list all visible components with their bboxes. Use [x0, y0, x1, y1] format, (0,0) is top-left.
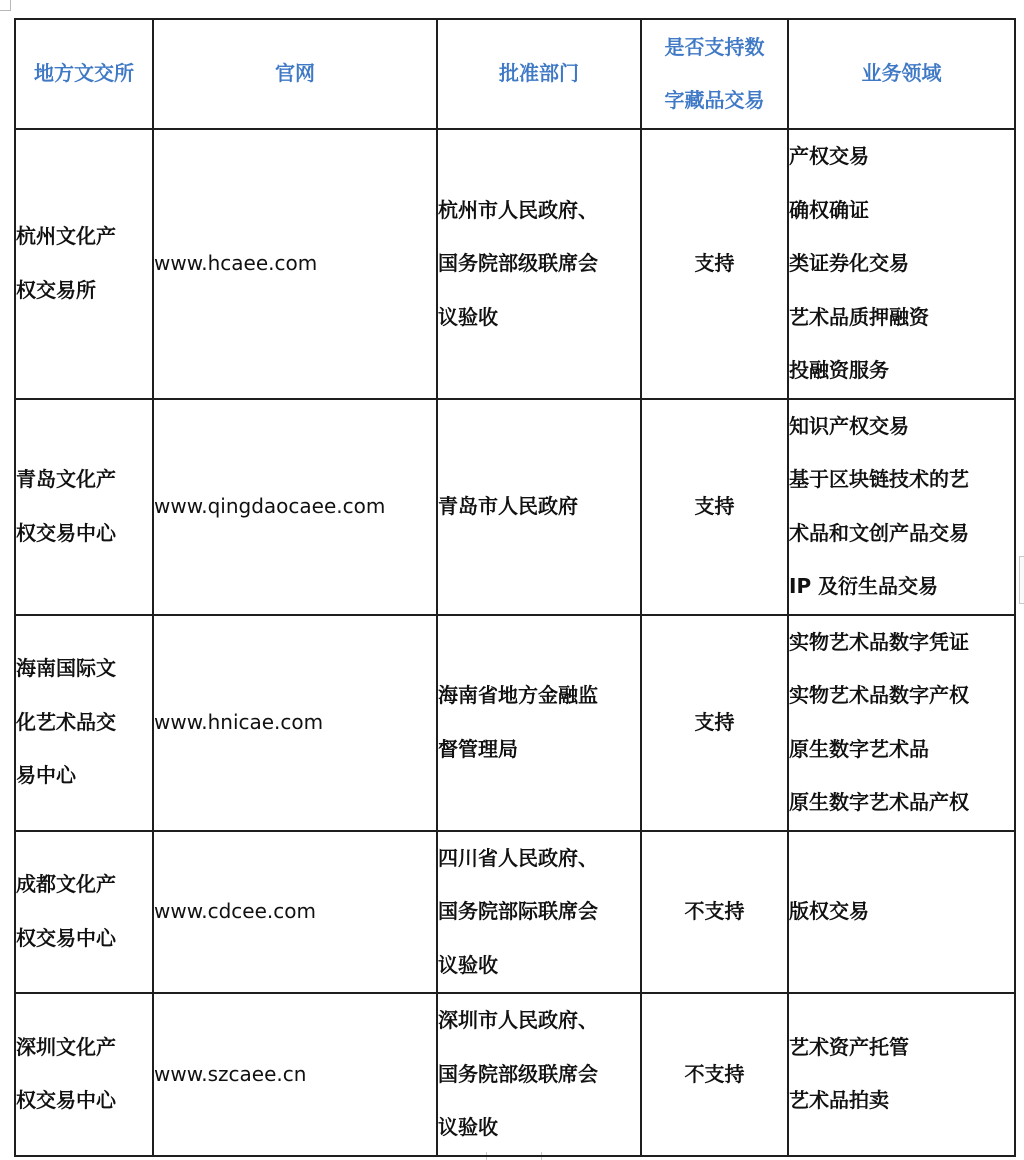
exchange-comparison-table — [14, 18, 1016, 1157]
exchange-name-line: 权交易中心 — [16, 925, 116, 950]
header-support — [641, 19, 788, 129]
header-support-line: 字藏品交易 — [664, 88, 765, 112]
header-website: 官网 — [153, 19, 437, 129]
department-line: 督管理局 — [438, 736, 518, 761]
field-item: 版权交易 — [789, 899, 869, 923]
header-support-line: 是否支持数 — [664, 34, 765, 59]
support-cell: 不支持 — [641, 993, 788, 1156]
field-item: 术品和文创产品交易 — [789, 520, 969, 545]
support-cell: 支持 — [641, 615, 788, 831]
field-item: 产权交易 — [789, 144, 869, 168]
field-item: 艺术品质押融资 — [789, 304, 929, 329]
support-cell: 不支持 — [641, 831, 788, 994]
exchange-name-line: 海南国际文 — [16, 656, 116, 681]
exchange-name-cell — [15, 615, 153, 831]
field-item: 实物艺术品数字凭证 — [789, 629, 969, 654]
exchange-name-line: 杭州文化产 — [16, 224, 116, 249]
table-row — [15, 831, 1015, 994]
field-item: 实物艺术品数字产权 — [789, 683, 969, 707]
department-line: 四川省人民政府、 — [438, 845, 598, 870]
department-line: 议验收 — [438, 952, 498, 977]
exchange-name-cell — [15, 399, 153, 615]
field-item: 基于区块链技术的艺 — [789, 467, 969, 491]
fields-cell — [788, 993, 1015, 1156]
fields-cell — [788, 129, 1015, 399]
department-cell — [437, 615, 641, 831]
exchange-name-line: 成都文化产 — [16, 872, 116, 897]
header-name: 地方文交所 — [15, 19, 153, 129]
support-cell: 支持 — [641, 399, 788, 615]
field-item: 投融资服务 — [789, 358, 889, 382]
fields-cell — [788, 399, 1015, 615]
website-cell: www.szcaee.cn — [153, 993, 437, 1156]
exchange-name-line: 化艺术品交 — [16, 709, 116, 734]
exchange-name-cell — [15, 129, 153, 399]
exchange-name-line: 权交易中心 — [16, 1088, 116, 1113]
side-edge-tab — [1019, 556, 1024, 604]
department-line: 国务院部际联席会 — [438, 899, 598, 923]
fields-cell — [788, 615, 1015, 831]
department-line: 国务院部级联席会 — [438, 251, 598, 275]
field-item: IP 及衍生品交易 — [789, 574, 939, 598]
exchange-name-line: 深圳文化产 — [16, 1034, 116, 1059]
department-line: 议验收 — [438, 1115, 498, 1139]
department-cell — [437, 399, 641, 615]
department-line: 深圳市人民政府、 — [438, 1008, 598, 1032]
exchange-name-line: 权交易中心 — [16, 520, 116, 545]
exchange-name-cell — [15, 993, 153, 1156]
department-cell — [437, 129, 641, 399]
department-line: 青岛市人民政府 — [438, 493, 578, 518]
table-row — [15, 615, 1015, 831]
field-item: 艺术品拍卖 — [789, 1088, 889, 1113]
department-line: 杭州市人民政府、 — [438, 197, 598, 222]
field-item: 确权确证 — [789, 197, 869, 222]
exchange-name-line: 青岛文化产 — [16, 467, 116, 491]
field-item: 原生数字艺术品产权 — [789, 790, 969, 814]
header-fields: 业务领域 — [788, 19, 1015, 129]
field-item: 类证券化交易 — [789, 251, 909, 275]
website-cell: www.hnicae.com — [153, 615, 437, 831]
fields-cell — [788, 831, 1015, 994]
department-cell — [437, 993, 641, 1156]
website-cell: www.hcaee.com — [153, 129, 437, 399]
exchange-name-line: 易中心 — [16, 763, 76, 788]
exchange-name-line: 权交易所 — [16, 277, 96, 302]
table-header-row — [15, 19, 1015, 129]
department-line: 议验收 — [438, 304, 498, 329]
header-department: 批准部门 — [437, 19, 641, 129]
website-cell: www.qingdaocaee.com — [153, 399, 437, 615]
exchange-name-cell — [15, 831, 153, 994]
corner-resize-handle — [0, 0, 11, 11]
field-item: 知识产权交易 — [789, 413, 909, 438]
department-line: 海南省地方金融监 — [438, 683, 598, 707]
table-row — [15, 129, 1015, 399]
field-item: 艺术资产托管 — [789, 1034, 909, 1059]
field-item: 原生数字艺术品 — [789, 736, 929, 761]
department-cell — [437, 831, 641, 994]
table-row — [15, 993, 1015, 1156]
table-row — [15, 399, 1015, 615]
website-cell: www.cdcee.com — [153, 831, 437, 994]
support-cell: 支持 — [641, 129, 788, 399]
department-line: 国务院部级联席会 — [438, 1061, 598, 1086]
